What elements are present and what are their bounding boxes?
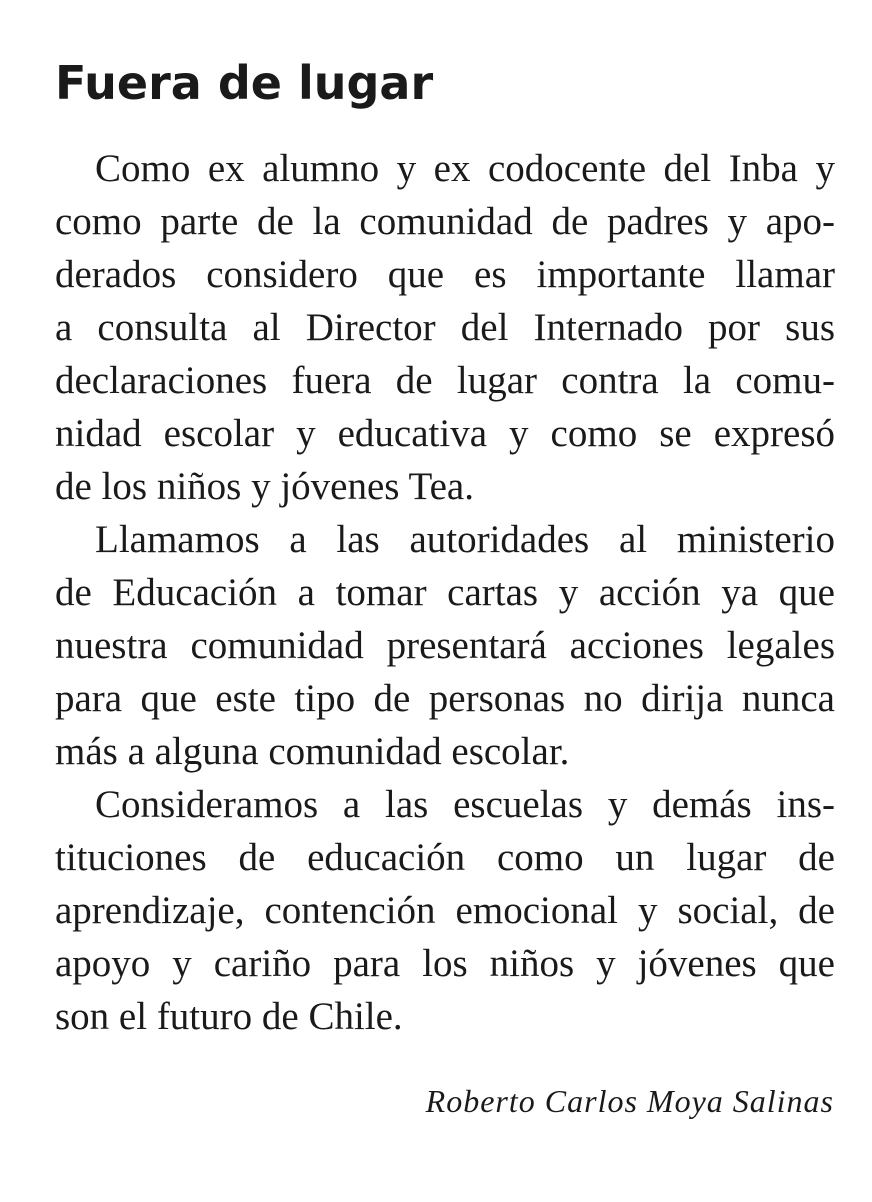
text-line: Como ex alumno y ex codocente del Inba y [95, 147, 835, 190]
text-line: declaraciones fuera de lugar contra la comu- [55, 359, 835, 402]
author-signature: Roberto Carlos Moya Salinas [425, 1083, 834, 1119]
text-line: nuestra comunidad presentará acciones legales [55, 624, 835, 667]
paragraph-2 [55, 513, 835, 778]
text-line: para que este tipo de personas no dirija nunca [55, 677, 835, 720]
text-line: como parte de la comunidad de padres y apo- [55, 200, 835, 243]
text-line: Llamamos a las autoridades al ministerio [95, 518, 835, 561]
text-line: de Educación a tomar cartas y acción ya que [55, 571, 835, 614]
text-line: apoyo y cariño para los niños y jóvenes que [55, 942, 835, 985]
paragraph-1 [55, 142, 835, 513]
text-line: a consulta al Director del Internado por sus [55, 306, 835, 349]
article-title: Fuera de lugar [55, 56, 434, 110]
text-line: Consideramos a las escuelas y demás ins- [95, 783, 835, 826]
letter-article [55, 48, 835, 1043]
text-line: más a alguna comunidad escolar. [55, 730, 570, 773]
text-line: de los niños y jóvenes Tea. [55, 465, 474, 508]
paragraph-3 [55, 778, 835, 1043]
text-line: derados considero que es importante llamar [55, 253, 835, 296]
text-line: son el futuro de Chile. [55, 995, 403, 1038]
text-line: tituciones de educación como un lugar de [55, 836, 835, 879]
text-line: nidad escolar y educativa y como se expresó [55, 412, 835, 455]
text-line: aprendizaje, contención emocional y social, de [55, 889, 835, 932]
